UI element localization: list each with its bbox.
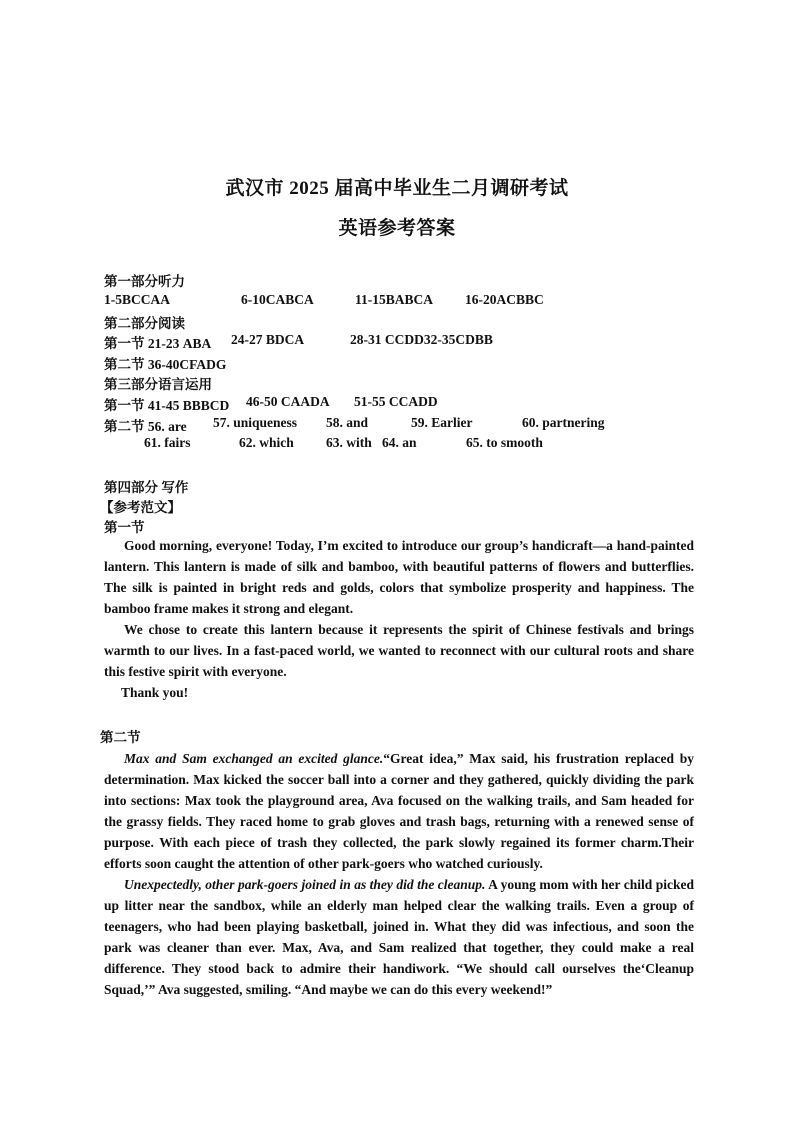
part2-sec2: 第二节 36-40CFADG: [104, 357, 227, 372]
essay-paragraph: Good morning, everyone! Today, I’m excited to introduce our group’s handicraft—a hand-painted lantern. This lantern is made of silk and bamboo, with beautiful patterns of flowers and butterflies. The silk is painted in bright reds and golds, colors that symbolize prosperity and happiness. The bamboo frame makes it strong and elegant.: [104, 538, 694, 616]
essay-paragraph: We chose to create this lantern because it represents the spirit of Chinese festivals and brings warmth to our lives. In a fast-paced world, we wanted to reconnect with our cultural roots and share this festive spirit with everyone.: [104, 622, 694, 679]
part2-label: 第二部分阅读: [104, 316, 185, 331]
section2-label: 第二节: [100, 730, 141, 745]
page-subtitle: 英语参考答案: [338, 218, 456, 239]
essay-closing: Thank you!: [121, 685, 189, 700]
answer-group: 11-15BABCA: [355, 292, 434, 307]
essay-section-2: [104, 748, 694, 1000]
essay-section-1: [104, 535, 694, 703]
answer-item: 62. which: [239, 435, 294, 450]
paragraph-lead-sentence: Unexpectedly, other park-goers joined in as they did the cleanup.: [124, 877, 486, 892]
answer-group: 24-27 BDCA: [231, 332, 305, 347]
answer-item: 63. with: [326, 435, 372, 450]
answer-group: 1-5BCCAA: [104, 292, 170, 307]
answer-group: 6-10CABCA: [241, 292, 314, 307]
answer-item: 57. uniqueness: [213, 415, 298, 430]
answer-group: 第一节 21-23 ABA: [104, 336, 212, 351]
answer-item: 65. to smooth: [466, 435, 543, 450]
page-title: 武汉市 2025 届高中毕业生二月调研考试: [225, 178, 569, 199]
part1-label: 第一部分听力: [104, 274, 185, 289]
answer-item: 第二节 56. are: [104, 419, 187, 434]
essay-paragraph: [104, 748, 694, 874]
part4-label: 第四部分 写作: [104, 480, 189, 495]
answer-item: 60. partnering: [522, 415, 605, 430]
sample-label: 【参考范文】: [100, 500, 181, 515]
paragraph-body: “Great idea,” Max said, his frustration replaced by determination. Max kicked the soccer ball into a corner and they gathered, quickly dividing the park into sections: Max took the playground area, Ava focused on the walking trails, and Sam headed for the grassy fields. They raced home to grab gloves and trash bags, returning with a renewed sense of purpose. With each piece of trash they collected, the park slowly regained its former charm.Their efforts soon caught the attention of other park-goers who watched curiously.: [104, 751, 694, 871]
answer-group: 16-20ACBBC: [465, 292, 544, 307]
paragraph-lead-sentence: Max and Sam exchanged an excited glance.: [124, 751, 384, 766]
answer-item: 58. and: [326, 415, 369, 430]
answer-item: 64. an: [382, 435, 417, 450]
answer-group: 第一节 41-45 BBBCD: [104, 398, 230, 413]
answer-group: 28-31 CCDD32-35CDBB: [350, 332, 493, 347]
answer-item: 59. Earlier: [411, 415, 473, 430]
part3-label: 第三部分语言运用: [104, 377, 212, 392]
answer-group: 46-50 CAADA: [246, 394, 330, 409]
answer-group: 51-55 CCADD: [354, 394, 438, 409]
paragraph-body: A young mom with her child picked up litter near the sandbox, while an elderly man helped clear the walking trails. Even a group of teenagers, who had been playing basketball, joined in. What they did was infectious, and soon the park was cleaner than ever. Max, Ava, and Sam realized that together, they could make a real difference. They stood back to admire their handiwork. “We should call ourselves the‘Cleanup Squad,’” Ava suggested, smiling. “And maybe we can do this every weekend!”: [104, 877, 694, 997]
section1-label: 第一节: [104, 520, 145, 535]
answer-item: 61. fairs: [144, 435, 191, 450]
essay-paragraph: [104, 874, 694, 1000]
